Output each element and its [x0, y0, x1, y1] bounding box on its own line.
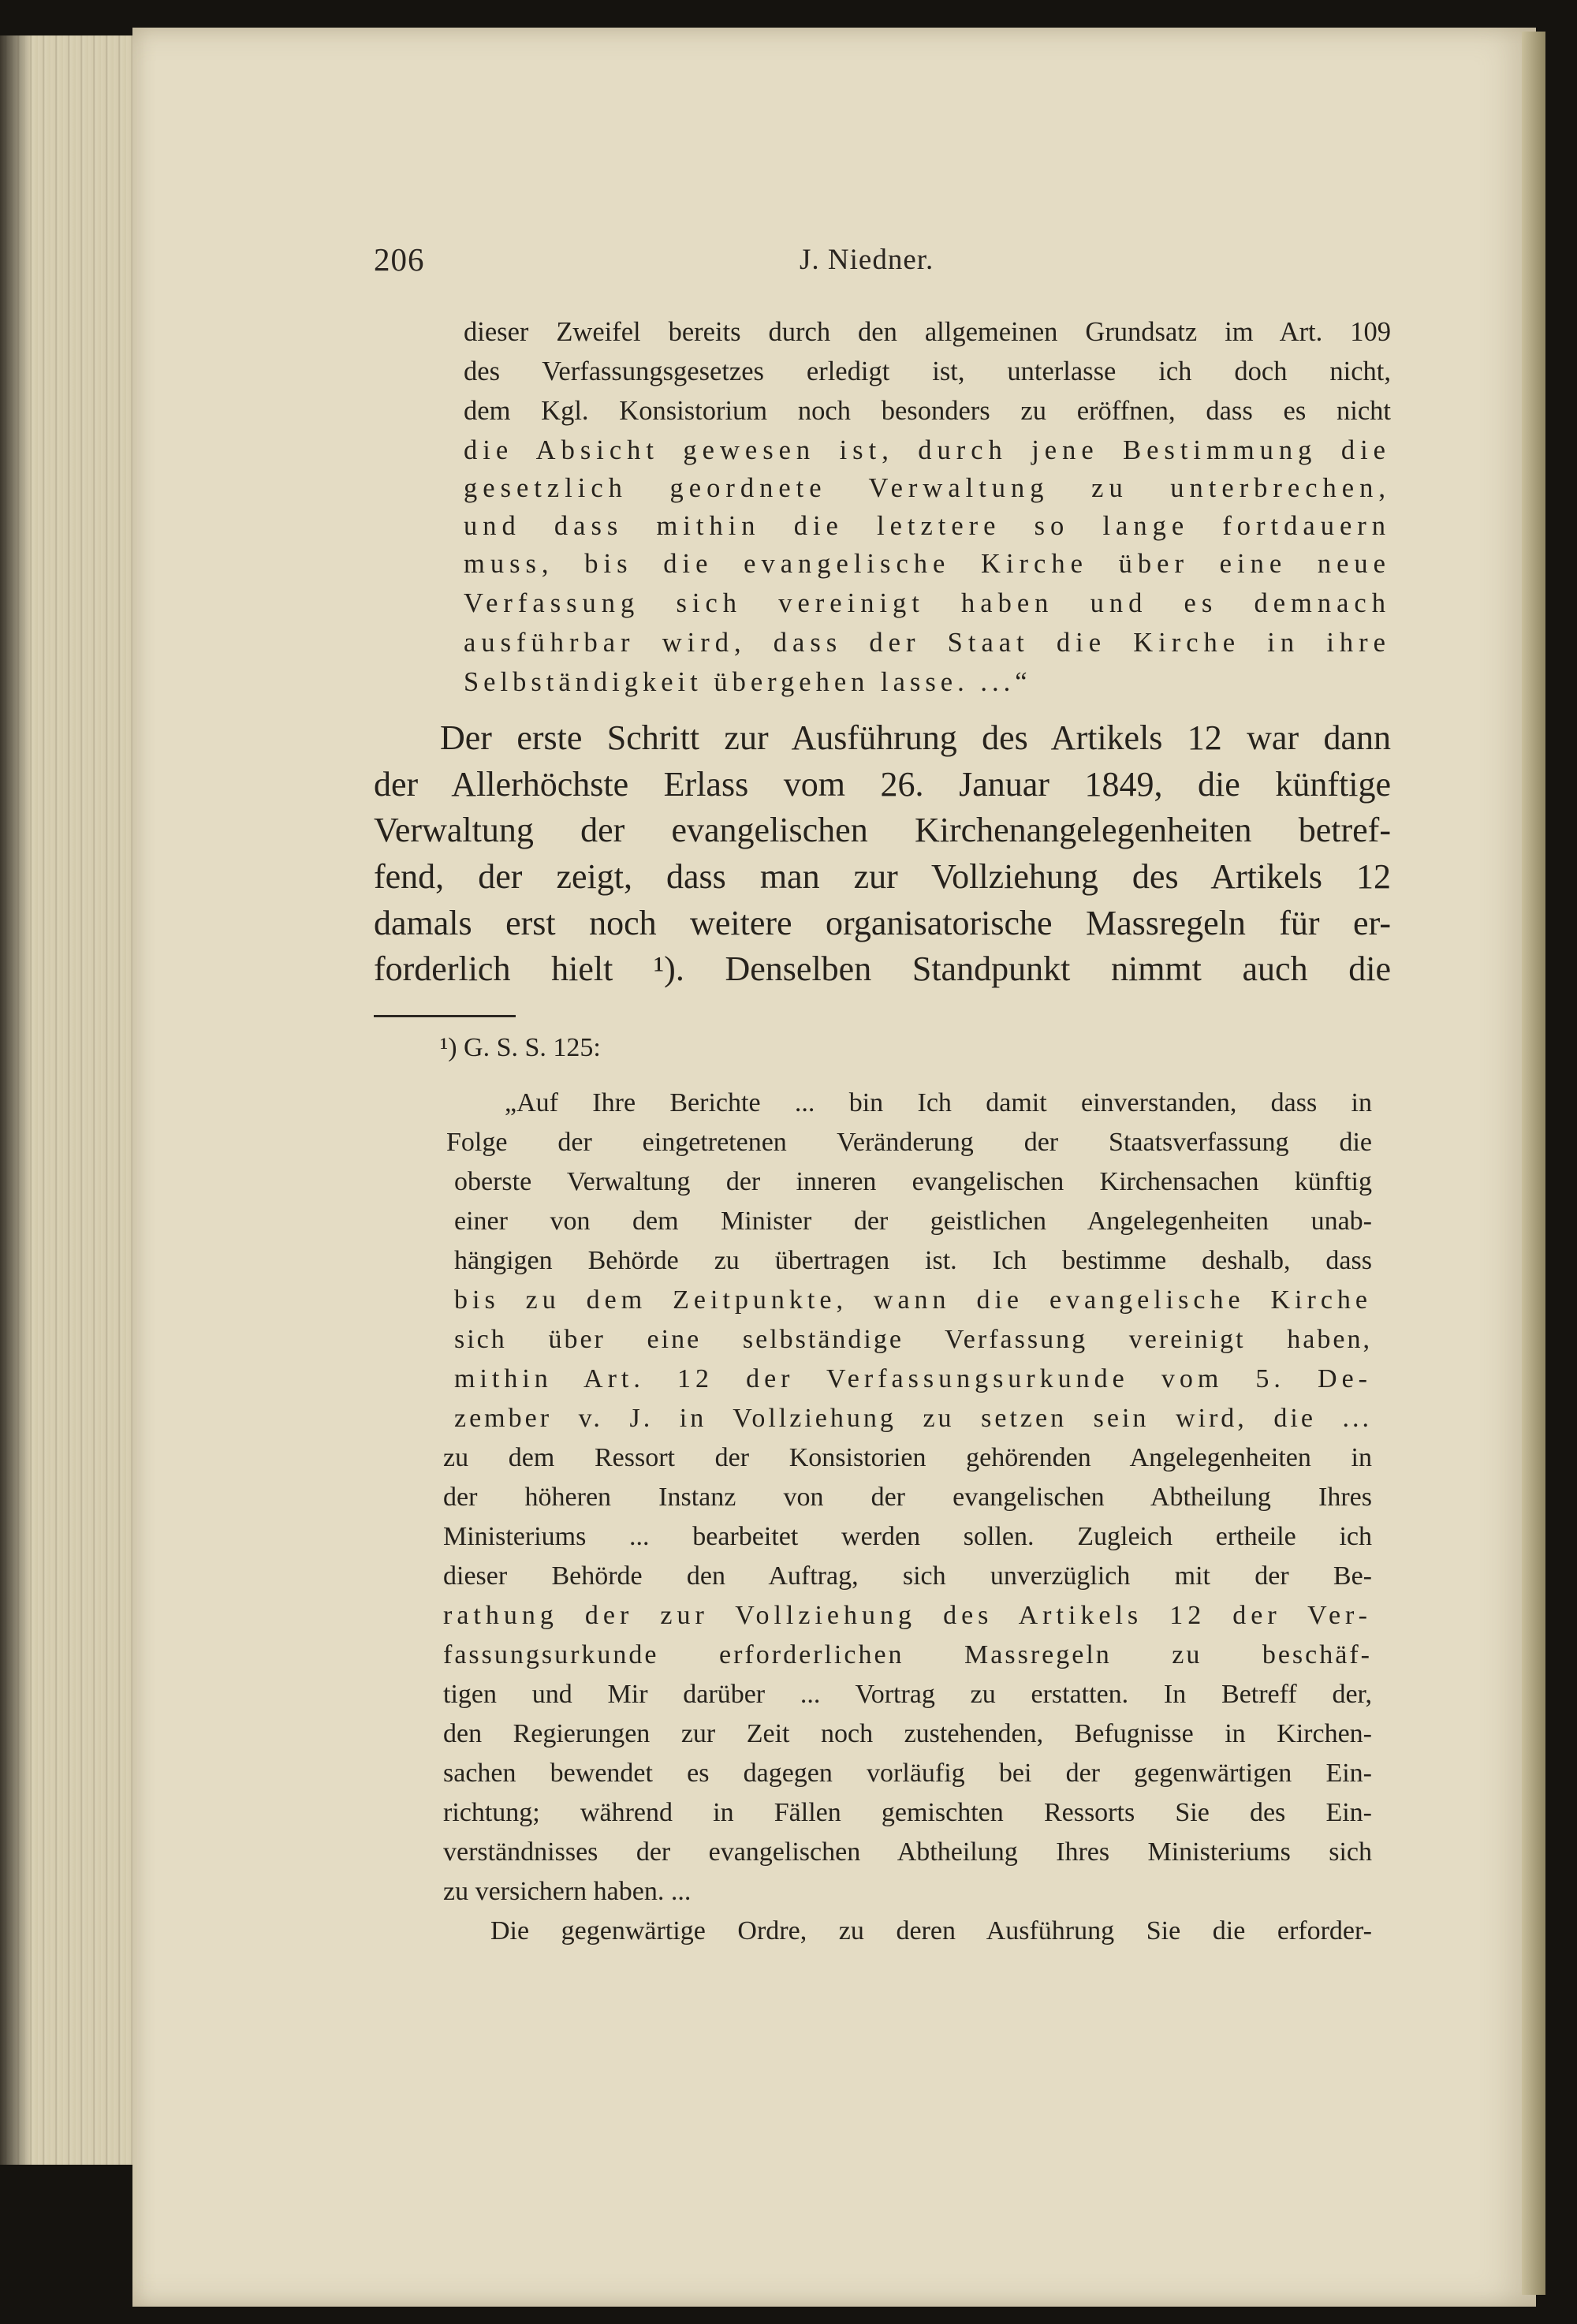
footnote-line: den Regierungen zur Zeit noch zustehenden, Befugnisse in Kirchen-: [443, 1719, 1372, 1748]
footnote-line: sich über eine selbständige Verfassung vereinigt haben,: [454, 1325, 1372, 1354]
footnote-line: bis zu dem Zeitpunkte, wann die evangelische Kirche: [454, 1285, 1372, 1315]
footnote-line: zu versichern haben. ...: [443, 1877, 692, 1906]
footnote-line: mithin Art. 12 der Verfassungsurkunde vom 5. De-: [454, 1364, 1372, 1393]
gutter-shadow: [0, 35, 32, 2165]
body-line: Der erste Schritt zur Ausführung des Artikels 12 war dann: [440, 718, 1391, 757]
body-line: forderlich hielt ¹). Denselben Standpunkt nimmt auch die: [374, 949, 1391, 988]
quote-line: dem Kgl. Konsistorium noch besonders zu eröffnen, dass es nicht: [464, 396, 1391, 426]
footnote-line: Folge der eingetretenen Veränderung der Staatsverfassung die: [446, 1128, 1372, 1157]
quote-line: und dass mithin die letztere so lange fortdauern: [464, 511, 1391, 541]
footnote-line: „Auf Ihre Berichte ... bin Ich damit einverstanden, dass in: [505, 1088, 1372, 1117]
quote-line: gesetzlich geordnete Verwaltung zu unterbrechen,: [464, 473, 1391, 503]
page-header: [374, 241, 1391, 280]
footnote-line: sachen bewendet es dagegen vorläufig bei der gegenwärtigen Ein-: [443, 1759, 1372, 1788]
footnote-line: dieser Behörde den Auftrag, sich unverzüglich mit der Be-: [443, 1561, 1372, 1591]
quote-line: des Verfassungsgesetzes erledigt ist, unterlasse ich doch nicht,: [464, 356, 1391, 386]
body-line: der Allerhöchste Erlass vom 26. Januar 1849, die künftige: [374, 765, 1391, 804]
footnote-line: tigen und Mir darüber ... Vortrag zu erstatten. In Betreff der,: [443, 1680, 1372, 1709]
running-title: J. Niedner.: [800, 244, 934, 276]
footnote-line: der höheren Instanz von der evangelischen Abtheilung Ihres: [443, 1483, 1372, 1512]
footnote-line: Die gegenwärtige Ordre, zu deren Ausführung Sie die erforder-: [490, 1916, 1372, 1945]
quote-line: muss, bis die evangelische Kirche über eine neue: [464, 549, 1391, 579]
footnote-line: Ministeriums ... bearbeitet werden sollen. Zugleich ertheile ich: [443, 1522, 1372, 1551]
footnote-line: richtung; während in Fällen gemischten Ressorts Sie des Ein-: [443, 1798, 1372, 1827]
quote-line: Verfassung sich vereinigt haben und es demnach: [464, 588, 1391, 618]
footnote-line: verständnisses der evangelischen Abtheilung Ihres Ministeriums sich: [443, 1837, 1372, 1867]
quote-line: ausführbar wird, dass der Staat die Kirche in ihre: [464, 628, 1391, 658]
page-number: 206: [374, 241, 425, 278]
quote-line: Selbständigkeit übergehen lasse. ...“: [464, 667, 1032, 697]
footnote-marker: ¹) G. S. S. 125:: [440, 1033, 601, 1062]
footnote-line: oberste Verwaltung der inneren evangelischen Kirchensachen künftig: [454, 1167, 1372, 1196]
page-right-edge: [1522, 32, 1545, 2295]
footnote-line: rathung der zur Vollziehung des Artikels 12 der Ver-: [443, 1601, 1372, 1630]
footnote-separator: [374, 1015, 516, 1017]
quote-line: dieser Zweifel bereits durch den allgemeinen Grundsatz im Art. 109: [464, 317, 1391, 347]
body-line: damals erst noch weitere organisatorische Massregeln für er-: [374, 904, 1391, 942]
footnote-line: zu dem Ressort der Konsistorien gehörenden Angelegenheiten in: [443, 1443, 1372, 1472]
footnote-line: zember v. J. in Vollziehung zu setzen sein wird, die ...: [454, 1404, 1372, 1433]
quote-line: die Absicht gewesen ist, durch jene Bestimmung die: [464, 435, 1391, 465]
body-line: Verwaltung der evangelischen Kirchenangelegenheiten betref-: [374, 811, 1391, 849]
footnote-line: hängigen Behörde zu übertragen ist. Ich bestimme deshalb, dass: [454, 1246, 1372, 1275]
footnote-line: fassungsurkunde erforderlichen Massregeln zu beschäf-: [443, 1640, 1372, 1669]
footnote-line: einer von dem Minister der geistlichen Angelegenheiten unab-: [454, 1207, 1372, 1236]
body-line: fend, der zeigt, dass man zur Vollziehung des Artikels 12: [374, 857, 1391, 896]
